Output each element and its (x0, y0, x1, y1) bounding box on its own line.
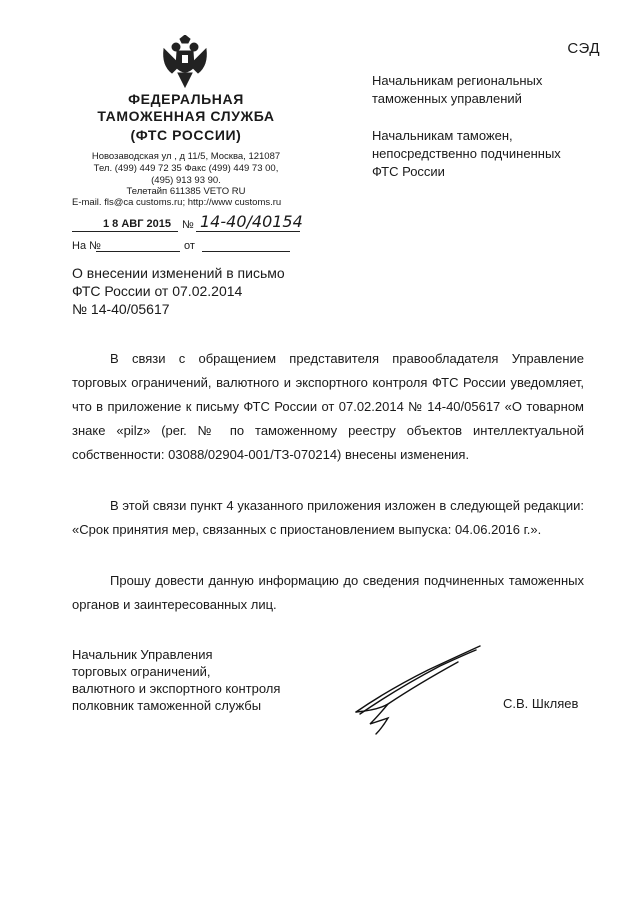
reference-date-label: от (184, 240, 195, 252)
address-line: Новозаводская ул , д 11/5, Москва, 121087 (91, 151, 281, 162)
recipient-line: непосредственно подчиненных (372, 146, 561, 161)
email-line: E-mail. fls@ca customs.ru; http://www customs.ru (72, 197, 282, 208)
subject-line: № 14-40/05617 (72, 301, 170, 317)
signatory-line: полковник таможенной службы (72, 698, 262, 713)
subject-line: О внесении изменений в письмо (72, 265, 285, 281)
signatory-title (72, 646, 280, 714)
phone-line: Тел. (499) 449 72 35 Факс (499) 449 73 00, (93, 163, 279, 174)
signatory-line: Начальник Управления (72, 647, 213, 662)
body-paragraph-2: В этой связи пункт 4 указанного приложения изложен в следующей редакции: «Срок принятия мер, связанных с приостановлением выпуска: 04.06.2016 г.». (72, 498, 584, 537)
letter-subject (72, 264, 285, 318)
number-underline (196, 231, 300, 232)
body-paragraph-3: Прошу довести данную информацию до сведения подчиненных таможенных органов и заинтересованных лиц. (72, 573, 584, 612)
reference-date-line (202, 251, 290, 252)
recipient-block-1 (372, 72, 542, 108)
org-name-line2: ТАМОЖЕННАЯ СЛУЖБА (97, 108, 275, 124)
recipient-block-2 (372, 127, 561, 181)
registration-date: 1 8 АВГ 2015 (103, 218, 171, 230)
reference-number-label: На № (72, 240, 101, 252)
recipient-line: таможенных управлений (372, 91, 522, 106)
org-name-line1: ФЕДЕРАЛЬНАЯ (128, 91, 244, 107)
registration-number-label: № (182, 219, 194, 231)
teletype-line: Телетайп 611385 VETO RU (126, 186, 246, 197)
date-underline (72, 231, 178, 232)
recipient-line: ФТС России (372, 164, 445, 179)
signatory-line: торговых ограничений, (72, 664, 211, 679)
recipient-line: Начальникам таможен, (372, 128, 513, 143)
signatory-line: валютного и экспортного контроля (72, 681, 281, 696)
subject-line: ФТС России от 07.02.2014 (72, 283, 243, 299)
handwritten-signature (348, 640, 488, 740)
recipient-line: Начальникам региональных (372, 73, 543, 88)
registration-number: 14-40/40154 (200, 212, 303, 231)
russian-coat-of-arms-icon (160, 35, 210, 90)
sed-label: СЭД (567, 40, 600, 57)
phone-line: (495) 913 93 90. (151, 175, 221, 186)
org-name-abbr: (ФТС РОССИИ) (130, 127, 242, 143)
body-paragraph-1: В связи с обращением представителя правообладателя Управление торговых ограничений, валютного и экспортного контроля ФТС России уведомляет, что в приложение к письму ФТС России от 07.02.2014 № 14-40/05617 «О товарном знаке «pilz» (рег. № по таможенному реестру объектов интеллектуальной собственности: 03088/02904-001/ТЗ-070214) внесены изменения. (72, 351, 584, 462)
signatory-name: С.В. Шкляев (503, 696, 579, 711)
reference-number-line (96, 251, 180, 252)
